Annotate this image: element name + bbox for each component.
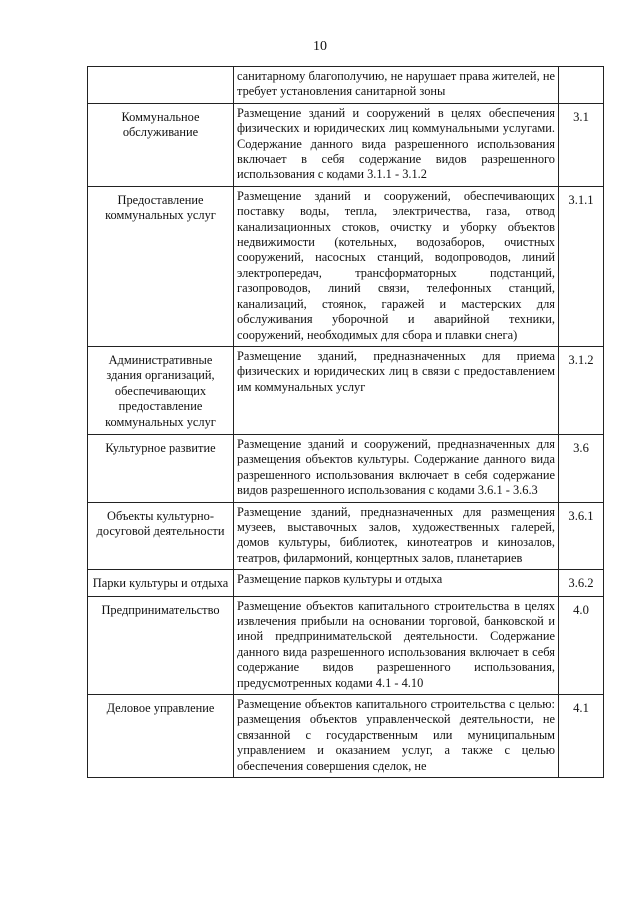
use-name-cell: Культурное развитие (88, 434, 234, 502)
table-row (88, 103, 604, 186)
page-number: 10 (313, 39, 327, 54)
use-description-cell: Размещение зданий и сооружений, предназначенных для размещения объектов культуры. Содержание данного вида разрешенного использования включает в себя содержание видов разрешенного использования с кодами 3.6.1 - 3.6.3 (234, 434, 559, 502)
use-name-cell: Коммунальное обслуживание (88, 103, 234, 186)
use-code-cell: 3.1 (559, 103, 604, 186)
table-row (88, 67, 604, 104)
table-row (88, 570, 604, 596)
use-description-cell: Размещение зданий и сооружений, обеспечивающих поставку воды, тепла, электричества, газа, отвод канализационных стоков, очистку и уборку объектов недвижимости (котельных, водозаборов, очистных сооружений, насосных станций, водопроводов, линий электропередач, трансформаторных подстанций, газопроводов, линий связи, телефонных станций, канализаций, стоянок, гаражей и мастерских для обслуживания уборочной и аварийной техники, сооружений, необходимых для сбора и плавки снега) (234, 186, 559, 346)
table-row (88, 346, 604, 434)
use-description-cell: Размещение зданий, предназначенных для приема физических и юридических лиц в связи с предоставлением им коммунальных услуг (234, 346, 559, 434)
use-description-cell: Размещение зданий и сооружений в целях обеспечения физических и юридических лиц коммунальными услугами. Содержание данного вида разрешенного использования включает в себя содержание видов разрешенного использования с кодами 3.1.1 - 3.1.2 (234, 103, 559, 186)
use-description-cell: Размещение зданий, предназначенных для размещения музеев, выставочных залов, художественных галерей, домов культуры, библиотек, кинотеатров и кинозалов, театров, филармоний, концертных залов, планетариев (234, 502, 559, 570)
use-name-cell: Объекты культурно-досуговой деятельности (88, 502, 234, 570)
use-code-cell (559, 67, 604, 104)
table-row (88, 596, 604, 694)
table-row (88, 502, 604, 570)
use-code-cell: 3.1.1 (559, 186, 604, 346)
use-name-cell: Парки культуры и отдыха (88, 570, 234, 596)
use-name-cell: Предпринимательство (88, 596, 234, 694)
use-description-cell: Размещение объектов капитального строительства в целях извлечения прибыли на основании торговой, банковской и иной предпринимательской деятельности. Содержание данного вида разрешенного использования включает в себя содержание видов разрешенного использования, предусмотренных кодами 4.1 - 4.10 (234, 596, 559, 694)
use-name-cell: Деловое управление (88, 695, 234, 778)
use-name-cell: Предоставление коммунальных услуг (88, 186, 234, 346)
use-code-cell: 3.6.1 (559, 502, 604, 570)
use-code-cell: 3.1.2 (559, 346, 604, 434)
land-use-table (87, 66, 604, 778)
use-code-cell: 3.6.2 (559, 570, 604, 596)
table-row (88, 434, 604, 502)
table-row (88, 695, 604, 778)
use-description-cell: санитарному благополучию, не нарушает права жителей, не требует установления санитарной зоны (234, 67, 559, 104)
use-code-cell: 3.6 (559, 434, 604, 502)
use-name-cell (88, 67, 234, 104)
use-code-cell: 4.0 (559, 596, 604, 694)
use-description-cell: Размещение объектов капитального строительства с целью: размещения объектов управленческой деятельности, не связанной с государственным или муниципальным управлением и оказанием услуг, а также с целью обеспечения совершения сделок, не (234, 695, 559, 778)
table-row (88, 186, 604, 346)
use-name-cell: Административные здания организаций, обеспечивающих предоставление коммунальных услуг (88, 346, 234, 434)
use-description-cell: Размещение парков культуры и отдыха (234, 570, 559, 596)
use-code-cell: 4.1 (559, 695, 604, 778)
